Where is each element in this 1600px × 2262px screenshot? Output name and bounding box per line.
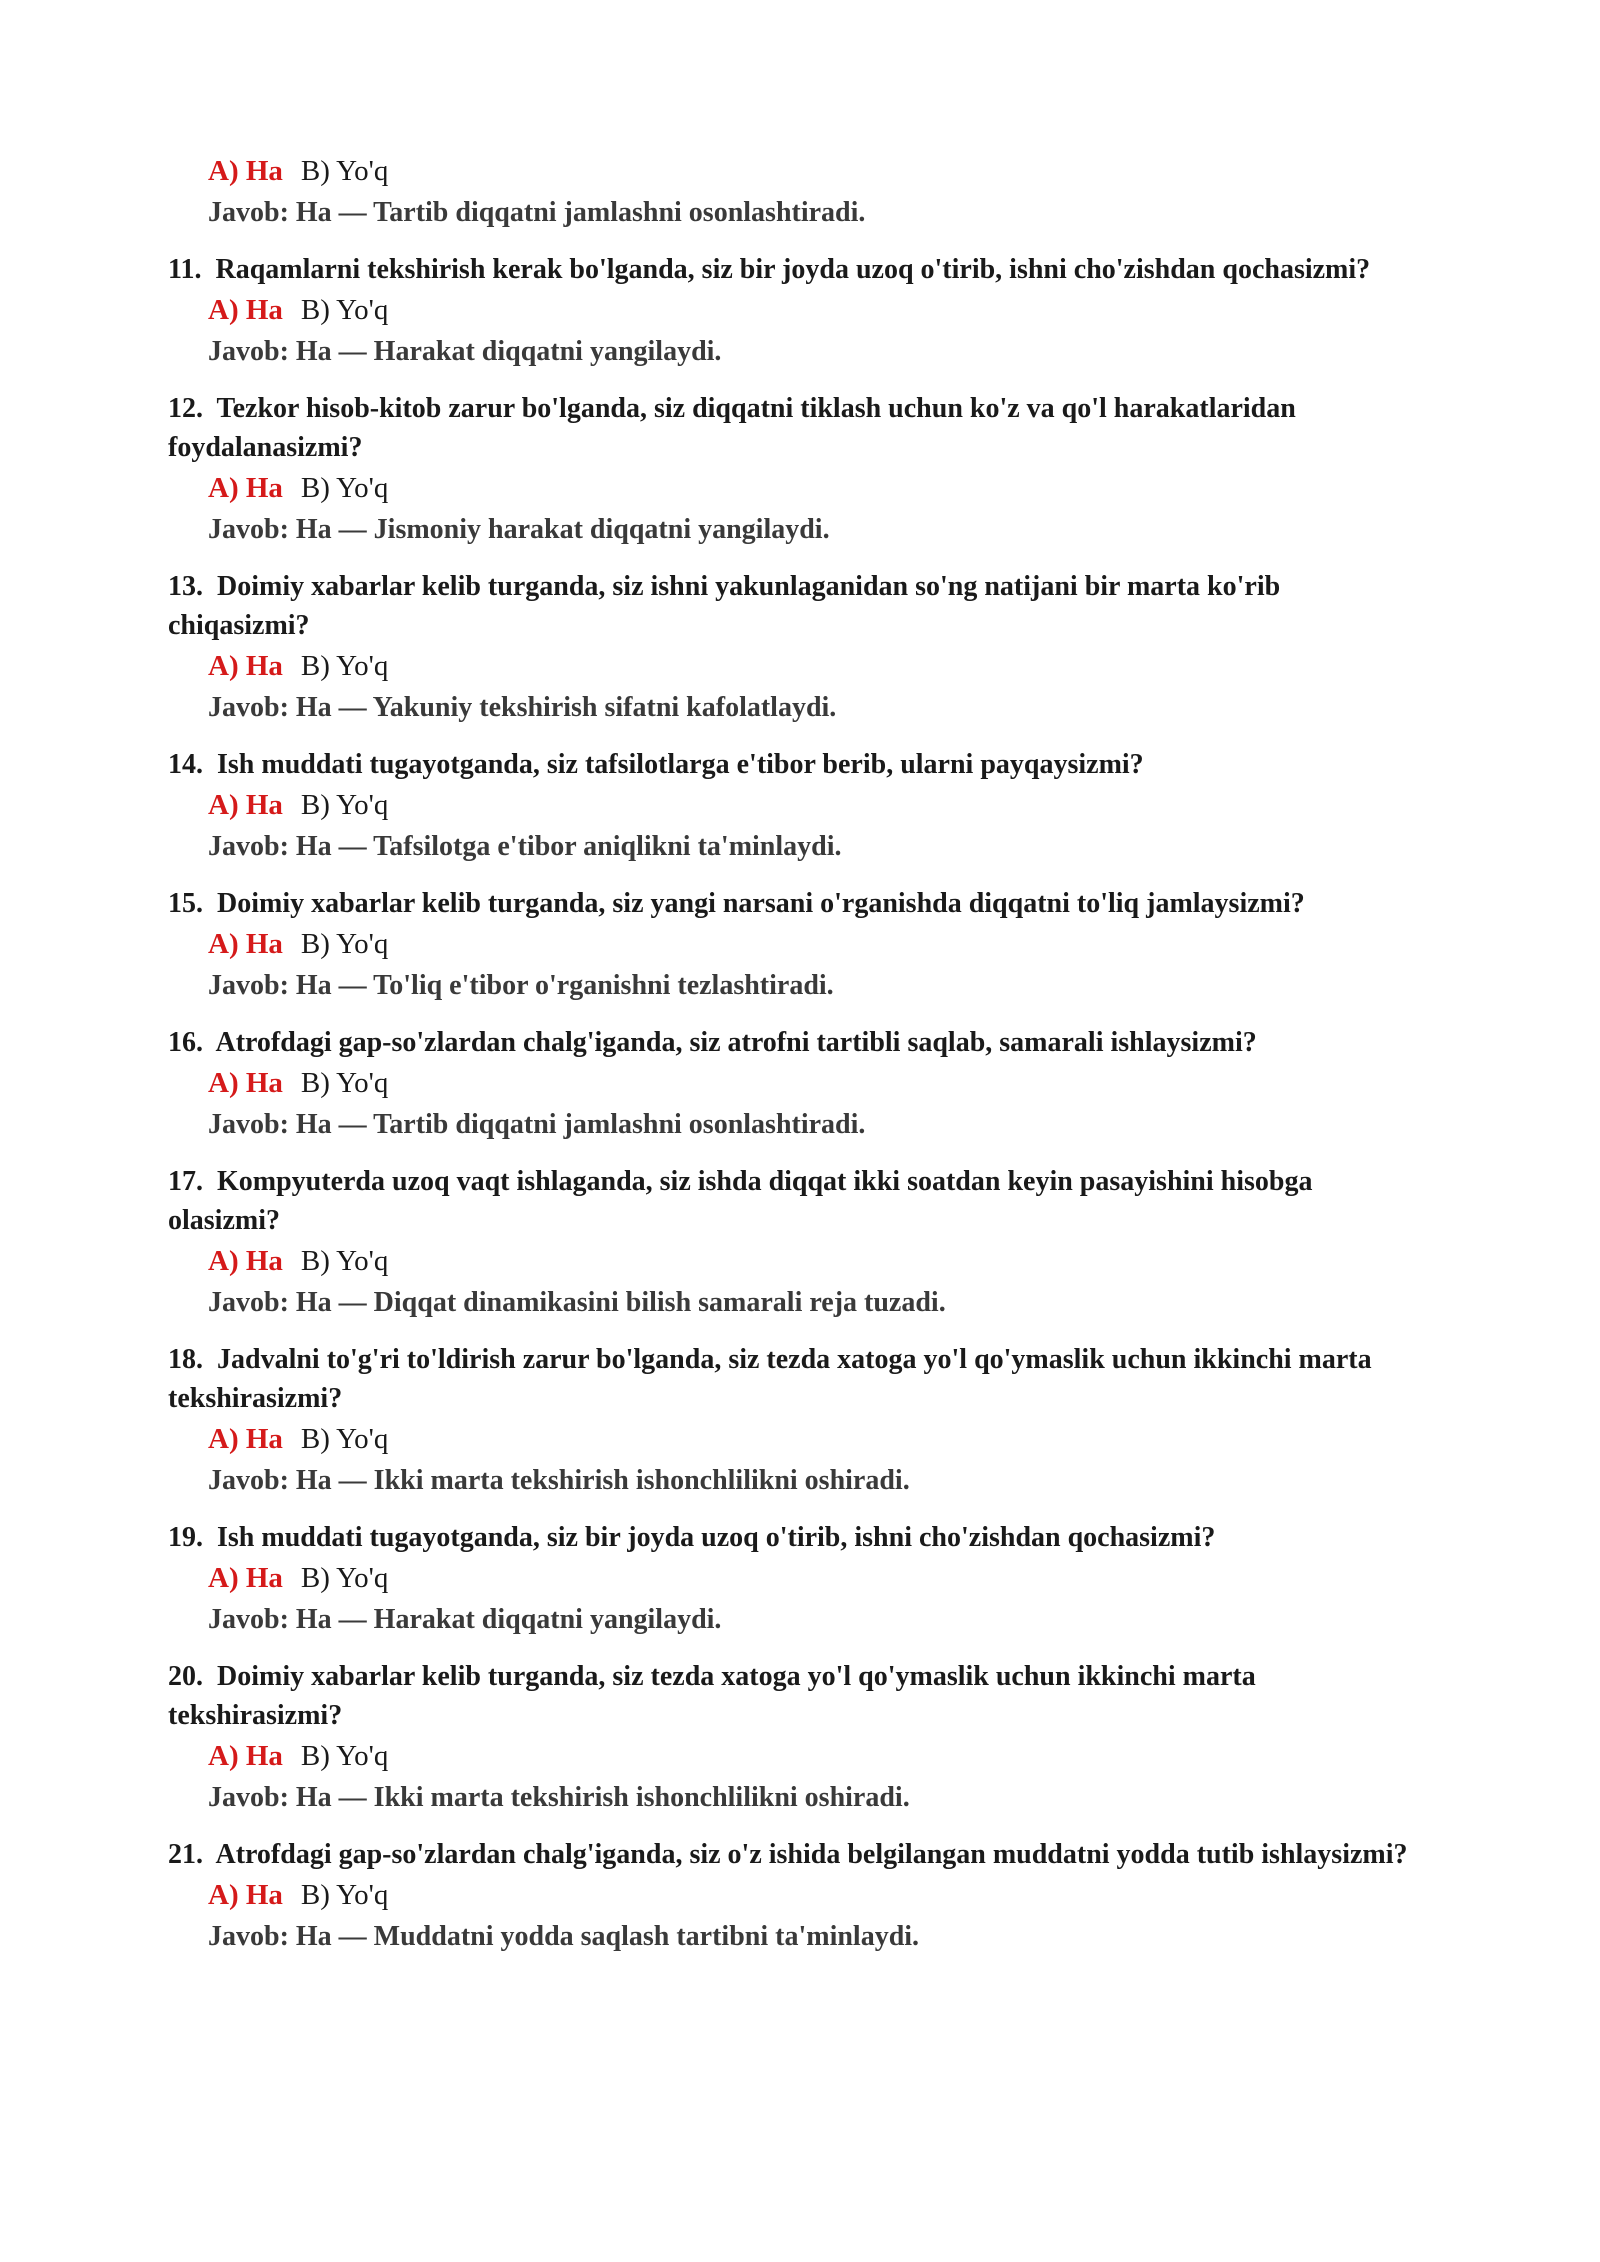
options-row <box>168 1874 1418 1916</box>
options-row <box>168 1062 1418 1104</box>
options-row <box>168 150 1418 192</box>
question-list <box>168 250 1418 1974</box>
option-b: B) Yo'q <box>300 1423 389 1455</box>
question-text <box>168 389 1418 467</box>
question-item <box>168 567 1418 729</box>
question-text <box>168 1023 1418 1062</box>
question-text <box>168 1657 1418 1735</box>
option-a: A) Ha <box>208 1067 283 1099</box>
options-row <box>168 923 1418 965</box>
spacer <box>168 729 1418 745</box>
question-item <box>168 1518 1418 1641</box>
question-body: Atrofdagi gap-so'zlardan chalg'iganda, siz atrofni tartibli saqlab, samarali ishlaysizmi? <box>215 1027 1257 1058</box>
question-item <box>168 1835 1418 1958</box>
answer-text: Javob: Ha — Ikki marta tekshirish ishonchlilikni oshiradi. <box>208 1782 910 1813</box>
option-b: B) Yo'q <box>300 1562 389 1594</box>
question-body: Kompyuterda uzoq vaqt ishlaganda, siz ishda diqqat ikki soatdan keyin pasayishini hisobga olasizmi? <box>168 1166 1313 1236</box>
options-row <box>168 467 1418 509</box>
options-row <box>168 1418 1418 1460</box>
option-b: B) Yo'q <box>300 928 389 960</box>
options-row <box>168 784 1418 826</box>
answer-text: Javob: Ha — Harakat diqqatni yangilaydi. <box>208 1604 722 1635</box>
option-a: A) Ha <box>208 1562 283 1594</box>
options-row <box>168 1735 1418 1777</box>
question-text <box>168 1340 1418 1418</box>
question-item <box>168 1340 1418 1502</box>
question-body: Atrofdagi gap-so'zlardan chalg'iganda, siz o'z ishida belgilangan muddatni yodda tutib ishlaysizmi? <box>215 1839 1408 1870</box>
question-number: 21. <box>168 1839 203 1870</box>
options-row <box>168 645 1418 687</box>
question-item-10-tail <box>168 150 1418 234</box>
spacer <box>168 1007 1418 1023</box>
question-number: 18. <box>168 1344 203 1375</box>
option-b: B) Yo'q <box>300 789 389 821</box>
question-text <box>168 1835 1418 1874</box>
option-b: B) Yo'q <box>300 1740 389 1772</box>
question-body: Ish muddati tugayotganda, siz tafsilotlarga e'tibor berib, ularni payqaysizmi? <box>217 749 1144 780</box>
spacer <box>168 868 1418 884</box>
question-text <box>168 1162 1418 1240</box>
question-body: Tezkor hisob-kitob zarur bo'lganda, siz diqqatni tiklash uchun ko'z va qo'l harakatlaridan foydalanasizmi? <box>168 393 1296 463</box>
option-a: A) Ha <box>208 650 283 682</box>
question-item <box>168 884 1418 1007</box>
option-b: B) Yo'q <box>300 650 389 682</box>
spacer <box>168 1958 1418 1974</box>
option-b: B) Yo'q <box>300 472 389 504</box>
option-a: A) Ha <box>208 472 283 504</box>
question-text <box>168 1518 1418 1557</box>
options-row <box>168 1557 1418 1599</box>
answer-text: Javob: Ha — Ikki marta tekshirish ishonchlilikni oshiradi. <box>208 1465 910 1496</box>
option-a: A) Ha <box>208 1879 283 1911</box>
option-b: B) Yo'q <box>300 1067 389 1099</box>
question-body: Doimiy xabarlar kelib turganda, siz tezda xatoga yo'l qo'ymaslik uchun ikkinchi marta tekshirasizmi? <box>168 1661 1256 1731</box>
options-row <box>168 289 1418 331</box>
question-number: 20. <box>168 1661 203 1692</box>
spacer <box>168 551 1418 567</box>
option-a: A) Ha <box>208 1245 283 1277</box>
question-number: 12. <box>168 393 203 424</box>
question-item <box>168 389 1418 551</box>
answer-text: Javob: Ha — Tafsilotga e'tibor aniqlikni ta'minlaydi. <box>208 831 842 862</box>
question-number: 15. <box>168 888 203 919</box>
question-item <box>168 1657 1418 1819</box>
spacer <box>168 234 1418 250</box>
question-body: Ish muddati tugayotganda, siz bir joyda uzoq o'tirib, ishni cho'zishdan qochasizmi? <box>217 1522 1216 1553</box>
option-a: A) Ha <box>208 789 283 821</box>
question-number: 16. <box>168 1027 203 1058</box>
question-number: 19. <box>168 1522 203 1553</box>
question-text <box>168 567 1418 645</box>
spacer <box>168 1641 1418 1657</box>
option-a: A) Ha <box>208 928 283 960</box>
spacer <box>168 1146 1418 1162</box>
question-body: Doimiy xabarlar kelib turganda, siz ishni yakunlaganidan so'ng natijani bir marta ko'rib chiqasizmi? <box>168 571 1281 641</box>
question-body: Raqamlarni tekshirish kerak bo'lganda, siz bir joyda uzoq o'tirib, ishni cho'zishdan qochasizmi? <box>215 254 1371 285</box>
option-a: A) Ha <box>208 294 283 326</box>
spacer <box>168 373 1418 389</box>
option-a: A) Ha <box>208 1423 283 1455</box>
answer-text: Javob: Ha — To'liq e'tibor o'rganishni tezlashtiradi. <box>208 970 834 1001</box>
option-b: B) Yo'q <box>300 1245 389 1277</box>
question-body: Doimiy xabarlar kelib turganda, siz yangi narsani o'rganishda diqqatni to'liq jamlaysizmi? <box>217 888 1305 919</box>
question-number: 11. <box>168 254 202 285</box>
question-text <box>168 250 1418 289</box>
question-item <box>168 1162 1418 1324</box>
question-number: 17. <box>168 1166 203 1197</box>
answer-text: Javob: Ha — Tartib diqqatni jamlashni osonlashtiradi. <box>208 1109 866 1140</box>
question-item <box>168 745 1418 868</box>
question-number: 14. <box>168 749 203 780</box>
question-item <box>168 250 1418 373</box>
spacer <box>168 1819 1418 1835</box>
question-body: Jadvalni to'g'ri to'ldirish zarur bo'lganda, siz tezda xatoga yo'l qo'ymaslik uchun ikkinchi marta tekshirasizmi? <box>168 1344 1372 1414</box>
answer-text: Javob: Ha — Yakuniy tekshirish sifatni kafolatlaydi. <box>208 692 837 723</box>
option-b: B) Yo'q <box>300 294 389 326</box>
option-a: A) Ha <box>208 155 283 187</box>
option-b: B) Yo'q <box>300 1879 389 1911</box>
question-item <box>168 1023 1418 1146</box>
option-a: A) Ha <box>208 1740 283 1772</box>
document-page <box>168 150 1418 1974</box>
option-b: B) Yo'q <box>300 155 389 187</box>
answer-text: Javob: Ha — Tartib diqqatni jamlashni osonlashtiradi. <box>208 197 866 228</box>
answer-text: Javob: Ha — Jismoniy harakat diqqatni yangilaydi. <box>208 514 830 545</box>
answer-text: Javob: Ha — Harakat diqqatni yangilaydi. <box>208 336 722 367</box>
options-row <box>168 1240 1418 1282</box>
answer-text: Javob: Ha — Muddatni yodda saqlash tartibni ta'minlaydi. <box>208 1921 920 1952</box>
question-text <box>168 745 1418 784</box>
spacer <box>168 1324 1418 1340</box>
question-text <box>168 884 1418 923</box>
answer-text: Javob: Ha — Diqqat dinamikasini bilish samarali reja tuzadi. <box>208 1287 946 1318</box>
question-number: 13. <box>168 571 203 602</box>
spacer <box>168 1502 1418 1518</box>
